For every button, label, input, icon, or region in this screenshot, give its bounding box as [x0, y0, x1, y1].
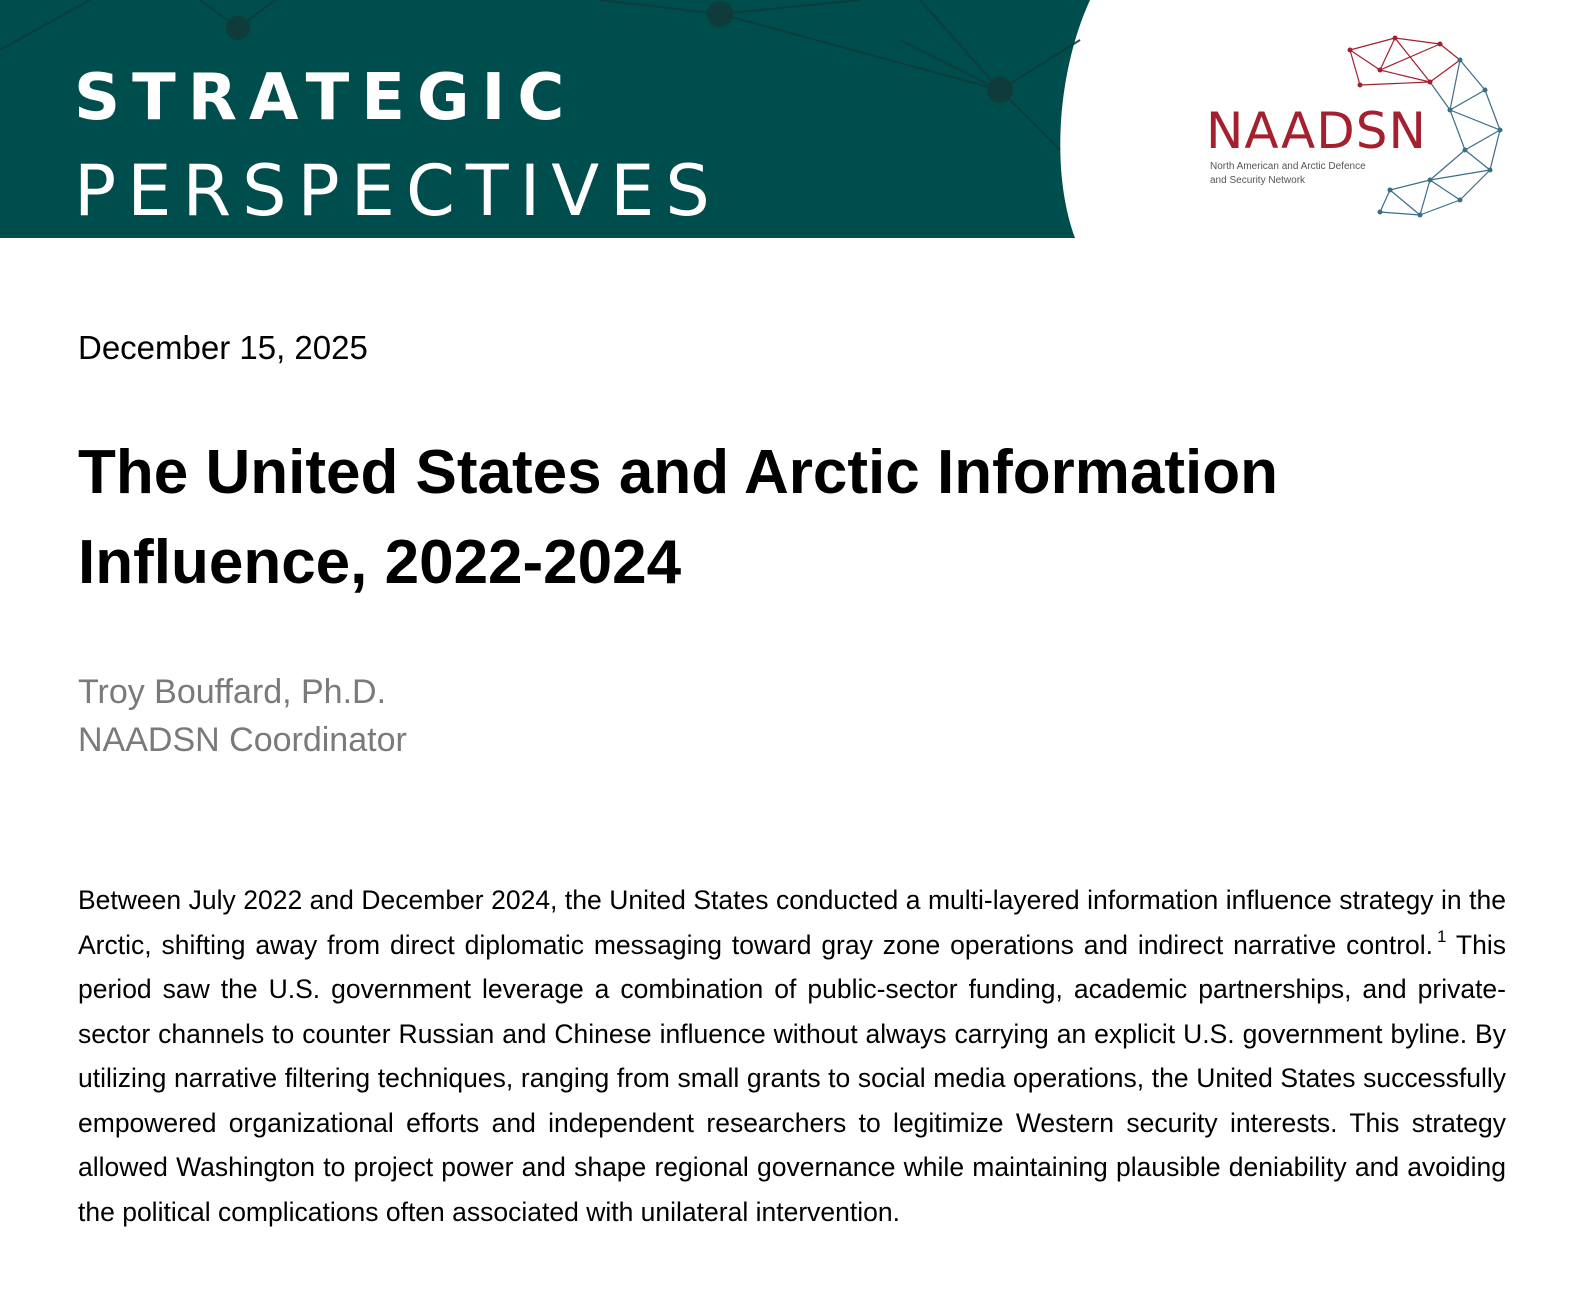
logo-wordmark: NAADSN [1206, 102, 1427, 160]
logo-tagline-line1: North American and Arctic Defence [1210, 161, 1366, 172]
author-name: Troy Bouffard, Ph.D. [78, 673, 387, 711]
document-title [78, 428, 1458, 608]
series-title-line1: STRATEGIC [74, 61, 577, 135]
logo-tagline-line2: and Security Network [1210, 175, 1306, 186]
abstract-text-part2: This period saw the U.S. government leverage a combination of public-sector funding, academic partnerships, and private-sector channels to counter Russian and Chinese influence without always carrying an explicit U.S. government byline. By utilizing narrative filtering techniques, ranging from small grants to social media operations, the United States successfully empowered organizational efforts and independent researchers to legitimize Western security interests. This strategy allowed Washington to project power and shape regional governance while maintaining plausible deniability and avoiding the political complications often associated with unilateral intervention. [78, 929, 1506, 1227]
author-role: NAADSN Coordinator [78, 721, 407, 759]
document-title-line1: The United States and Arctic Information [78, 438, 1278, 507]
footnote-reference[interactable]: 1 [1437, 926, 1447, 946]
author-block [78, 668, 407, 764]
document-title-line2: Influence, 2022-2024 [78, 528, 682, 597]
series-title-line2: PERSPECTIVES [74, 150, 721, 232]
abstract-text-part1: Between July 2022 and December 2024, the United States conducted a multi-layered information influence strategy in the Arctic, shifting away from direct diplomatic messaging toward gray zone operations and indirect narrative control. [78, 885, 1506, 960]
abstract-paragraph [78, 878, 1506, 1234]
publication-date: December 15, 2025 [78, 329, 368, 366]
header-banner [0, 0, 1582, 240]
naadsn-logo [1190, 30, 1520, 220]
